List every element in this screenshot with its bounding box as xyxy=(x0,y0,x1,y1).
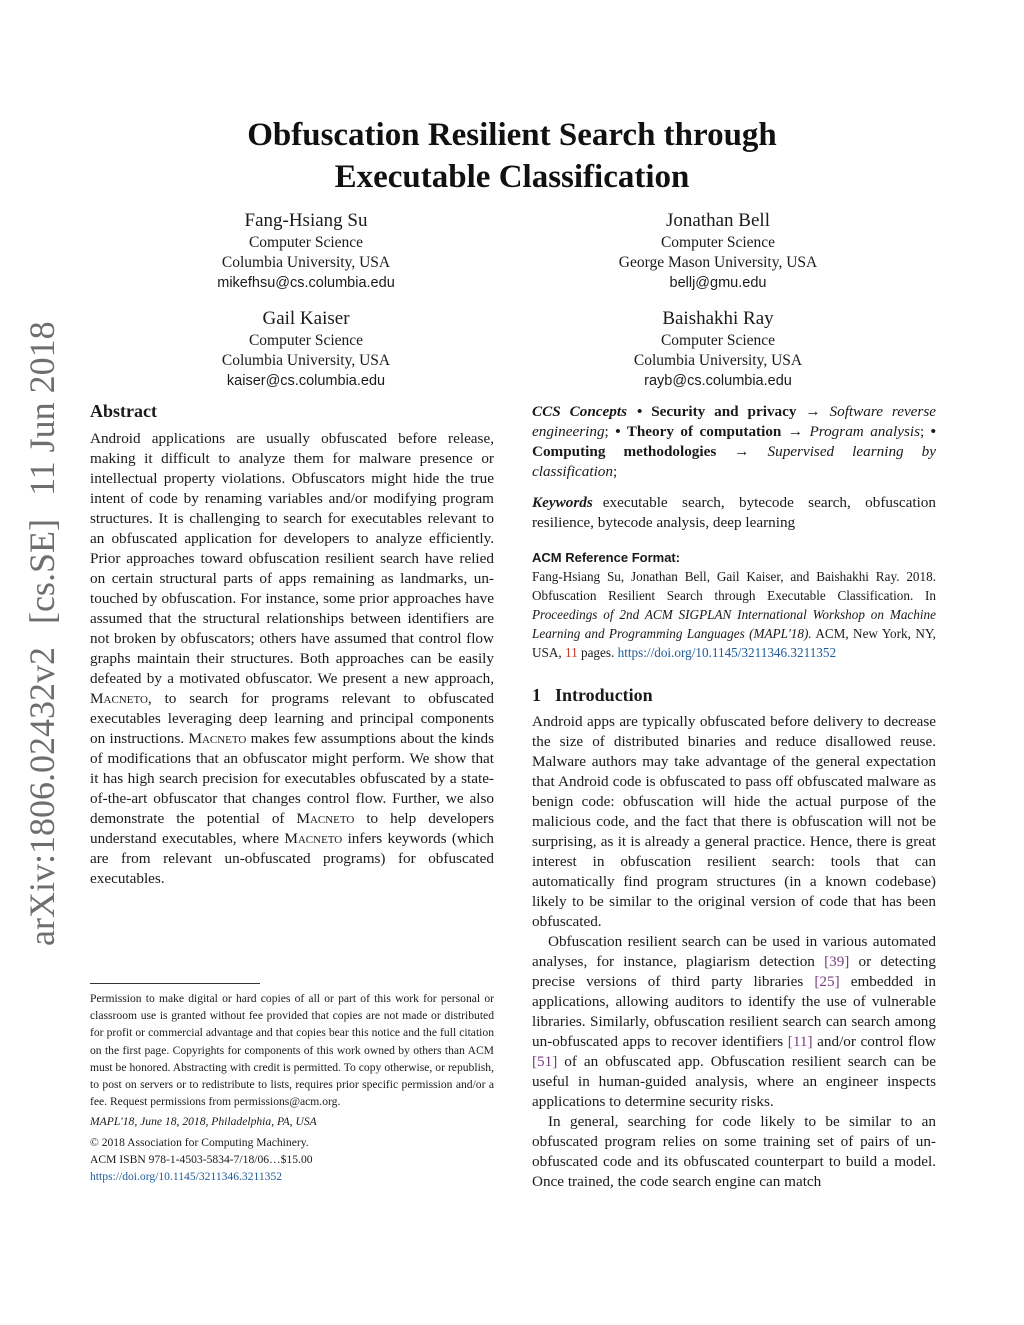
author-name: Baishakhi Ray xyxy=(662,308,774,329)
author-name: Gail Kaiser xyxy=(262,308,350,329)
permission-block xyxy=(90,990,494,1185)
title-line-2: Executable Classification xyxy=(334,159,690,195)
right-column xyxy=(532,402,936,1192)
citation-link[interactable]: [11] xyxy=(787,1033,813,1050)
citation-link[interactable]: [39] xyxy=(824,953,850,970)
ccs-concepts: CCS Concepts • Security and privacy → Software reverse engineering; • Theory of computation → Program analysis; • Computing methodologies → Supervised learning by classification; xyxy=(532,403,937,480)
title-line-1: Obfuscation Resilient Search through xyxy=(247,117,777,153)
abstract-text: Android applications are usually obfuscated before release, making it difficult to analyze them for malware presence or intellectual property violations. Obfuscators might hide the true intent of code by renaming variables and/or modifying program structures. It is challenging to search for executables relevant to an obfuscated application for developers to analyze efficiently. Prior approaches toward obfuscation resilient search have relied on certain structural parts of apps remaining as landmarks, un-touched by obfuscation. For instance, some prior approaches have assumed that the structural relationships between identifiers are not broken by obfuscators; others have assumed that control flow graphs maintain their structures. Both approaches can be easily defeated by a motivated obfuscator. We present a new approach, Macneto, to search for programs relevant to obfuscated executables leveraging deep learning and principal components on instructions. Macneto makes few assumptions about the kinds of modifications that an obfuscator might perform. We show that it has high search precision for executables obfuscated by a state-of-the-art obfuscator that changes control flow. Further, we also demonstrate the potential of Macneto to help developers understand executables, where Macneto infers keywords (which are from relevant un-obfuscated programs) for obfuscated executables. xyxy=(90,430,495,887)
copyright-line: © 2018 Association for Computing Machinery. xyxy=(90,1135,309,1149)
doi-link[interactable]: https://doi.org/10.1145/3211346.3211352 xyxy=(617,645,837,660)
author-name: Fang-Hsiang Su xyxy=(244,210,368,231)
author-block-4 xyxy=(568,308,868,391)
intro-paragraph-1: Android apps are typically obfuscated before delivery to decrease the size of distributed binaries and reduce disallowed reuse. Malware authors may take advantage of the general expectation that Android code is obfuscated to pass off obfuscated malware as benign code: obfuscation will hide the actual purpose of the malicious code, and the fact that there is obfuscation will not be surprising, as it is already a general practice. Hence, there is great interest in obfuscation resilient search: tools that can automatically find program structures (in a known codebase) likely to be similar to the original version of code that has been obfuscated. xyxy=(532,713,936,930)
venue-line: MAPL'18, June 18, 2018, Philadelphia, PA, USA xyxy=(90,1115,317,1129)
keywords-text: executable search, bytecode search, obfuscation resilience, bytecode analysis, deep learning xyxy=(532,494,936,531)
author-dept: Computer Science xyxy=(660,332,776,349)
permission-text: Permission to make digital or hard copies of all or part of this work for personal or classroom use is granted without fee provided that copies are not made or distributed for profit or commercial advantage and that copies bear this notice and the full citation on the first page. Copyrights for components of this work owned by others than ACM must be honored. Abstracting with credit is permitted. To copy otherwise, or republish, to post on servers or to redistribute to lists, requires prior specific permission and/or a fee. Request permissions from permissions@acm.org. xyxy=(90,992,494,1109)
arxiv-stamp xyxy=(22,307,62,946)
author-block-1 xyxy=(156,210,456,293)
ccs-label: CCS Concepts xyxy=(532,403,627,420)
keywords xyxy=(532,493,936,533)
introduction-heading: 1 Introduction xyxy=(532,685,653,705)
acm-reference-heading: ACM Reference Format: xyxy=(532,550,681,565)
macneto-name: Macneto xyxy=(296,810,355,827)
arxiv-date: 11 Jun 2018 xyxy=(22,321,62,497)
author-name: Jonathan Bell xyxy=(666,210,770,231)
acm-reference-text: Fang-Hsiang Su, Jonathan Bell, Gail Kaiser, and Baishakhi Ray. 2018. Obfuscation Resilient Search through Executable Classification. In Proceedings of 2nd ACM SIGPLAN International Workshop on Machine Learning and Programming Languages (MAPL'18). ACM, New York, NY, USA, 11 pages. https://doi.org/10.1145/3211346.3211352 xyxy=(532,569,936,660)
citation-link[interactable]: [51] xyxy=(532,1053,558,1070)
page-count-link[interactable]: 11 xyxy=(564,645,578,660)
isbn-line: ACM ISBN 978-1-4503-5834-7/18/06…$15.00 xyxy=(90,1152,313,1166)
macneto-name: Macneto xyxy=(90,690,148,707)
footnote-rule xyxy=(90,983,260,984)
author-block-3 xyxy=(156,308,456,391)
left-column xyxy=(90,400,494,889)
author-email[interactable]: bellj@gmu.edu xyxy=(669,275,767,291)
author-dept: Computer Science xyxy=(248,332,364,349)
permission-doi-link[interactable]: https://doi.org/10.1145/3211346.3211352 xyxy=(90,1170,283,1184)
author-dept: Computer Science xyxy=(660,234,776,251)
author-affiliation: Columbia University, USA xyxy=(221,352,391,369)
paper-title xyxy=(150,114,874,198)
abstract-heading: Abstract xyxy=(90,401,157,421)
arxiv-category: [cs.SE] xyxy=(22,519,62,625)
author-email[interactable]: rayb@cs.columbia.edu xyxy=(644,373,792,389)
citation-link[interactable]: [25] xyxy=(814,973,840,990)
macneto-name: Macneto xyxy=(188,730,247,747)
arxiv-id: arXiv:1806.02432v2 xyxy=(22,647,62,946)
author-email[interactable]: kaiser@cs.columbia.edu xyxy=(226,373,386,389)
intro-paragraph-3: In general, searching for code likely to be similar to an obfuscated program relies on some training set of pairs of un-obfuscated code and its obfuscated counterpart to build a model. Once trained, the code search engine can match xyxy=(532,1113,936,1190)
author-affiliation: George Mason University, USA xyxy=(618,254,818,271)
macneto-name: Macneto xyxy=(284,830,343,847)
author-affiliation: Columbia University, USA xyxy=(221,254,391,271)
author-affiliation: Columbia University, USA xyxy=(633,352,803,369)
keywords-label: Keywords xyxy=(532,494,593,511)
author-block-2 xyxy=(568,210,868,293)
author-email[interactable]: mikefhsu@cs.columbia.edu xyxy=(217,275,395,291)
intro-paragraph-2: Obfuscation resilient search can be used in various automated analyses, for instance, plagiarism detection [39] or detecting precise versions of third party libraries [25] embedded in applications, allowing auditors to identify the use of vulnerable libraries. Similarly, obfuscation resilient search can search among un-obfuscated apps to recover identifiers [11] and/or control flow [51] of an obfuscated app. Obfuscation resilient search can be useful in human-guided analysis, where an engineer inspects applications to determine security risks. xyxy=(532,933,937,1110)
author-dept: Computer Science xyxy=(248,234,364,251)
